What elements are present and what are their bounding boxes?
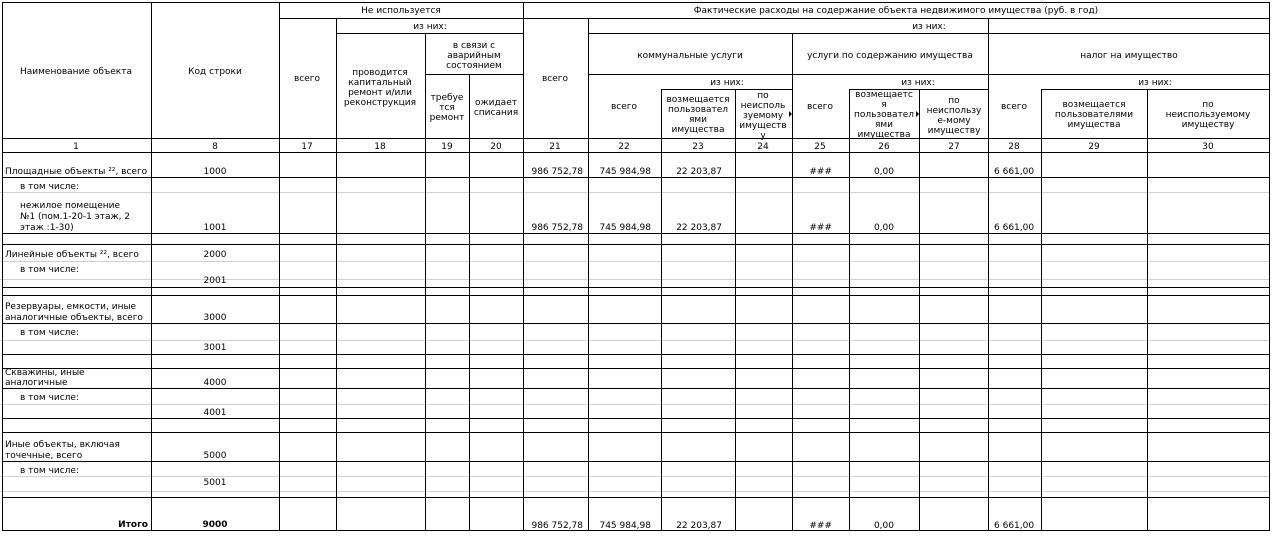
total-cell-25: ### <box>809 521 832 531</box>
col-number: 20 <box>490 142 502 152</box>
header-c27-4: имуществу <box>927 126 981 136</box>
header-communal: коммунальные услуги <box>637 51 743 61</box>
header-code: Код строки <box>188 67 242 77</box>
header-c30-3: имуществу <box>1181 120 1235 130</box>
header-c30-2: неиспользуемому <box>1165 110 1251 120</box>
header-c29-3: имущества <box>1067 120 1121 130</box>
col-number: 18 <box>374 142 386 152</box>
header-c23-1: возмещается <box>666 95 730 105</box>
header-c27-2: неиспользу <box>926 106 982 116</box>
header-total-21: всего <box>541 74 569 84</box>
col-number: 23 <box>692 142 704 152</box>
row-name: №1 (пом.1-20-1 этаж, 2 <box>20 212 131 222</box>
header-c29-1: возмещается <box>1062 100 1126 110</box>
row-code: 1001 <box>203 223 227 233</box>
header-c24-5: у <box>760 131 766 141</box>
total-cell-26: 0,00 <box>873 521 894 531</box>
header-emergency-1: в связи с <box>452 41 496 51</box>
row-name: Площадные объекты ²², всего <box>5 167 148 177</box>
col-number: 8 <box>212 142 218 152</box>
row-name: Иные объекты, включая <box>5 440 120 450</box>
total-code: 9000 <box>202 520 228 530</box>
col-number: 22 <box>618 142 630 152</box>
col-number: 26 <box>878 142 890 152</box>
header-needs-repair-3: ремонт <box>429 113 465 123</box>
row-incl: в том числе: <box>20 328 80 338</box>
header-needs-repair-1: требуе <box>430 93 464 103</box>
header-total-17: всего <box>293 74 321 84</box>
total-cell-21: 986 752,78 <box>531 521 583 531</box>
cell-26: 0,00 <box>873 223 894 233</box>
total-cell-22: 745 984,98 <box>599 521 651 531</box>
row-code: 5000 <box>203 451 227 461</box>
row-code: 2000 <box>203 250 227 260</box>
col-number: 1 <box>73 142 79 152</box>
row-name: Резервуары, емкости, иные <box>5 302 137 312</box>
total-cell-23: 22 203,87 <box>676 521 722 531</box>
header-of-them-21: из них: <box>912 22 946 32</box>
row-name: Линейные объекты ²², всего <box>5 250 139 260</box>
header-c30-1: по <box>1202 100 1214 110</box>
row-incl: в том числе: <box>20 466 80 476</box>
cell-25: ### <box>809 223 832 233</box>
row-incl: в том числе: <box>20 393 80 403</box>
col-number: 27 <box>948 142 960 152</box>
header-property-tax: налог на имущество <box>1080 51 1178 61</box>
header-name: Наименование объекта <box>20 67 132 77</box>
header-writeoff-1: ожидает <box>475 98 517 108</box>
header-c27-1: по <box>948 96 960 106</box>
row-name: аналогичные <box>5 378 68 388</box>
header-not-used: Не используется <box>361 6 441 16</box>
header-emergency-2: аварийным <box>447 51 501 61</box>
cell-21: 986 752,78 <box>531 223 583 233</box>
header-c26-3: пользовател <box>853 110 915 120</box>
header-of-them-17: из них: <box>413 22 447 32</box>
header-of-them-25: из них: <box>901 78 935 88</box>
cell-23: 22 203,87 <box>676 223 722 233</box>
header-c26-4: ями <box>874 120 894 130</box>
col-number: 19 <box>441 142 453 152</box>
header-c24-1: по <box>757 91 769 101</box>
header-emergency-3: состоянием <box>446 61 502 71</box>
header-repair-4: реконструкция <box>343 98 417 108</box>
row-code-sub: 2001 <box>203 276 227 286</box>
header-repair-2: капитальный <box>348 78 412 88</box>
row-name: Скважины, иные <box>5 368 85 378</box>
col-number: 21 <box>549 142 561 152</box>
header-needs-repair-2: тся <box>439 103 455 113</box>
header-c27-3: е-мому <box>937 116 971 126</box>
header-repair-3: ремонт и/или <box>348 88 412 98</box>
header-total-22: всего <box>610 102 638 112</box>
cell-28: 6 661,00 <box>994 223 1035 233</box>
header-c23-2: пользовател <box>667 105 729 115</box>
header-c26-2: я <box>881 100 887 110</box>
col-number: 28 <box>1008 142 1020 152</box>
row-code: 1000 <box>203 167 227 177</box>
header-actual-expenses: Фактические расходы на содержание объекта недвижимого имущества (руб. в год) <box>693 6 1099 16</box>
row-code-sub: 3001 <box>203 343 227 353</box>
cell-26: 0,00 <box>873 167 894 177</box>
header-c26-1: возмещаетс <box>855 90 913 100</box>
cell-28: 6 661,00 <box>994 167 1035 177</box>
header-c29-2: пользователями <box>1054 110 1134 120</box>
cell-22: 745 984,98 <box>599 223 651 233</box>
header-maintenance: услуги по содержанию имущества <box>807 51 973 61</box>
header-c24-4: имуществ <box>739 121 787 131</box>
row-code: 4000 <box>203 378 227 388</box>
cell-21: 986 752,78 <box>531 167 583 177</box>
col-number: 24 <box>757 142 769 152</box>
cell-23: 22 203,87 <box>676 167 722 177</box>
row-name: точечные, всего <box>5 451 83 461</box>
row-code-sub: 4001 <box>203 408 227 418</box>
header-writeoff-2: списания <box>473 108 519 118</box>
col-number: 17 <box>301 142 313 152</box>
header-c23-4: имущества <box>671 125 725 135</box>
total-cell-28: 6 661,00 <box>994 521 1035 531</box>
col-number: 30 <box>1202 142 1214 152</box>
row-incl-1000: в том числе: <box>20 182 80 192</box>
cell-25: ### <box>809 167 832 177</box>
header-of-them-22: из них: <box>710 78 744 88</box>
row-name: этаж :1-30) <box>20 223 74 233</box>
header-c26-5: имущества <box>857 130 911 140</box>
total-label: Итого <box>118 520 148 530</box>
col-number: 25 <box>814 142 826 152</box>
row-code: 3000 <box>203 313 227 323</box>
cell-22: 745 984,98 <box>599 167 651 177</box>
header-c23-3: ями <box>688 115 708 125</box>
header-total-28: всего <box>1000 102 1028 112</box>
header-repair-1: проводится <box>352 68 408 78</box>
col-number: 29 <box>1088 142 1100 152</box>
header-c24-3: зуемому <box>742 111 784 121</box>
header-total-25: всего <box>806 102 834 112</box>
row-code-sub: 5001 <box>203 478 227 488</box>
row-incl: в том числе: <box>20 265 80 275</box>
row-name: аналогичные объекты, всего <box>5 313 143 323</box>
header-c24-2: неисполь <box>740 101 786 111</box>
row-name: нежилое помещение <box>20 201 121 211</box>
header-of-them-28: из них: <box>1138 78 1172 88</box>
